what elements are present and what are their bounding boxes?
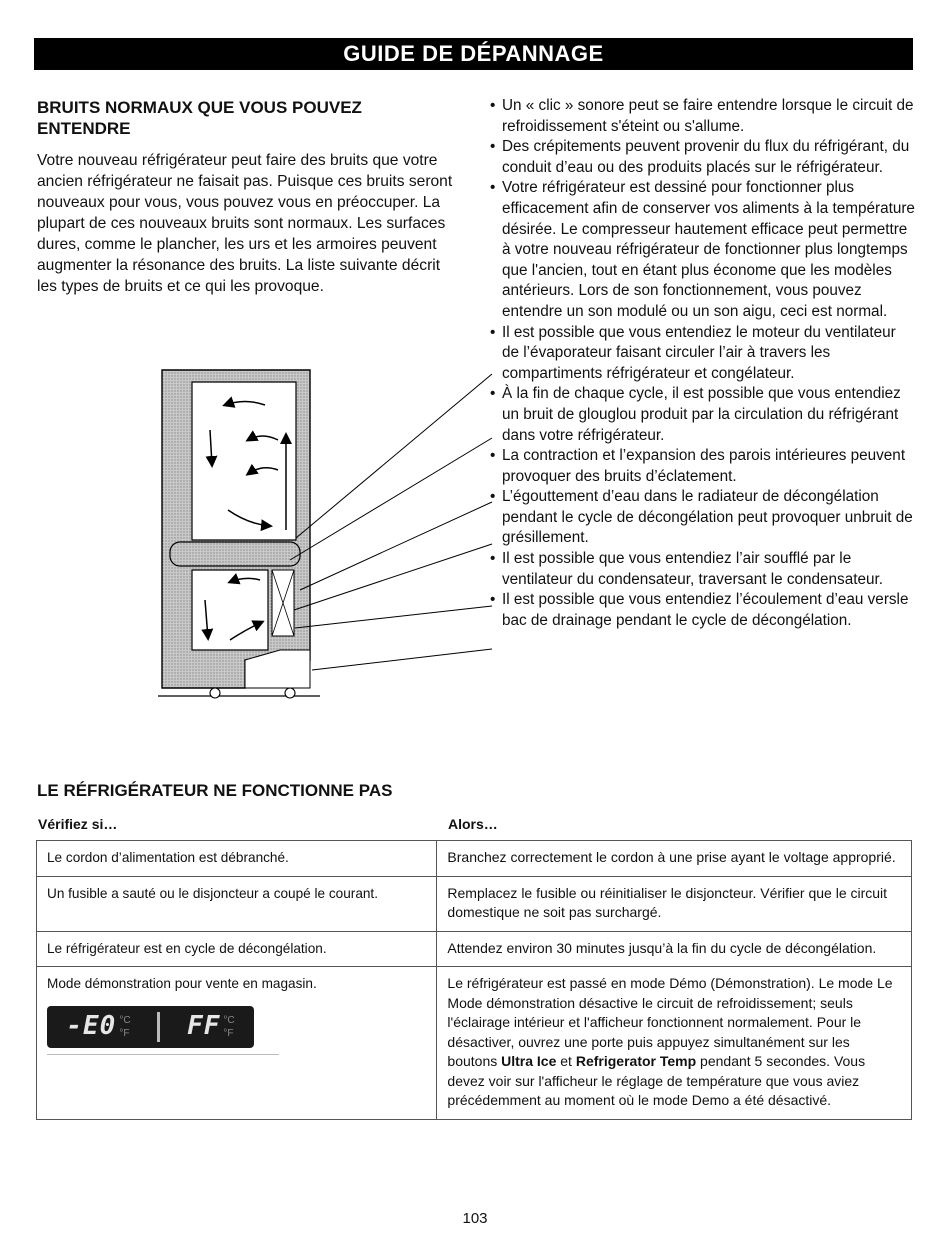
intro-paragraph: Votre nouveau réfrigérateur peut faire des bruits que votre ancien réfrigérateur ne faisait pas. Puisque ces bruits seront nouveaux pour vous, vous pouvez vous en préoccuper. La plupart de ces nouveaux bruits sont normaux. Les surfaces dures, comme le plancher, les urs et les armoires peuvent augmenter la résonance des bruits. La liste suivante décrit les types de bruits et ce qui les provoque. bbox=[37, 152, 453, 295]
button-name-ultra-ice: Ultra Ice bbox=[501, 1053, 557, 1069]
leader-line bbox=[294, 544, 492, 610]
unit-celsius: °C bbox=[223, 1014, 235, 1026]
table-row bbox=[37, 931, 912, 967]
page-number: 103 bbox=[462, 1210, 488, 1227]
leader-line bbox=[300, 502, 492, 590]
table-cell-then: Attendez environ 30 minutes jusqu’à la fin du cycle de décongélation. bbox=[437, 931, 912, 967]
table-cell-then: Branchez correctement le cordon à une prise ayant le voltage approprié. bbox=[437, 841, 912, 877]
leader-line bbox=[312, 649, 492, 670]
list-item: • Il est possible que vous entendiez le moteur du ventilateur de l’évaporateur faisant circuler l’air à travers les compartiments réfrigérateur et congélateur. bbox=[490, 323, 915, 385]
page-banner: GUIDE DE DÉPANNAGE bbox=[34, 38, 913, 70]
troubleshooting-table bbox=[36, 840, 912, 1120]
table-cell-check: Un fusible a sauté ou le disjoncteur a coupé le courant. bbox=[37, 876, 437, 931]
list-item: • La contraction et l’expansion des parois intérieures peuvent provoquer des bruits d’éclatement. bbox=[490, 446, 915, 487]
display-separator bbox=[157, 1012, 160, 1042]
table-row bbox=[37, 967, 912, 1120]
section-heading-not-working: LE RÉFRIGÉRATEUR NE FONCTIONNE PAS bbox=[37, 781, 393, 800]
divider bbox=[47, 1054, 279, 1055]
table-row bbox=[37, 841, 912, 877]
unit-fahrenheit: °F bbox=[223, 1027, 234, 1039]
display-left-group bbox=[66, 1010, 131, 1041]
table-cell-check bbox=[37, 967, 437, 1120]
column-header-then: Alors… bbox=[448, 816, 498, 832]
noise-list bbox=[490, 96, 915, 631]
table-cell-check: Le réfrigérateur est en cycle de décongélation. bbox=[37, 931, 437, 967]
list-item: • Il est possible que vous entendiez l’air soufflé par le ventilateur du condensateur, traversant le condensateur. bbox=[490, 549, 915, 590]
button-name-refrigerator-temp: Refrigerator Temp bbox=[575, 1053, 697, 1069]
table-cell-then bbox=[437, 967, 912, 1120]
roller-icon bbox=[285, 688, 295, 698]
demo-text-2: et bbox=[556, 1053, 576, 1069]
display-right-group bbox=[187, 1010, 235, 1041]
refrigerator-airflow-diagram bbox=[150, 360, 510, 710]
list-item: • Il est possible que vous entendiez l’écoulement d’eau versle bac de drainage pendant le cycle de décongélation. bbox=[490, 590, 915, 631]
leader-line bbox=[290, 438, 492, 560]
demo-text-1: Le réfrigérateur est passé en mode Démo (Démonstration). Le mode Le Mode démonstration désactive le circuit de refroidissement; seuls l'éclairage intérieur et l'afficheur fonctionnent normalement. Pour le désactiver, ouvrez une porte puis appuyez simultanément sur les boutons bbox=[447, 975, 893, 1069]
unit-celsius: °C bbox=[119, 1014, 131, 1026]
demo-text-3: pendant 5 secondes. Vous devez voir sur l'afficheur le réglage de température que vous aviez précédemment au moment où le mode Demo a été désactivé. bbox=[447, 1053, 866, 1108]
leader-line bbox=[295, 606, 492, 628]
list-item: • Un « clic » sonore peut se faire entendre lorsque le circuit de refroidissement s'éteint ou s'allume. bbox=[490, 96, 915, 137]
roller-icon bbox=[210, 688, 220, 698]
list-item: • Des crépitements peuvent provenir du flux du réfrigérant, du conduit d’eau ou des produits placés sur le réfrigérateur. bbox=[490, 137, 915, 178]
list-item: • Votre réfrigérateur est dessiné pour fonctionner plus efficacement afin de conserver vos aliments à la température désirée. Le compresseur hautement efficace peut permettre à votre nouveau réfrigérateur de fonctionner plus longtemps que l'ancien, tout en étant plus économe que les modèles antérieurs. Lors de son fonctionnement, vous pouvez entendre un son modulé ou un son aigu, ceci est normal. bbox=[490, 178, 915, 322]
table-row bbox=[37, 876, 912, 931]
demo-mode-label: Mode démonstration pour vente en magasin. bbox=[47, 976, 317, 991]
demo-display bbox=[47, 1006, 254, 1048]
unit-fahrenheit: °F bbox=[119, 1027, 130, 1039]
display-left-units bbox=[119, 1014, 130, 1040]
heading-line-2: ENTENDRE bbox=[37, 119, 131, 138]
heading-line-1: BRUITS NORMAUX QUE VOUS POUVEZ bbox=[37, 98, 362, 117]
table-cell-check: Le cordon d’alimentation est débranché. bbox=[37, 841, 437, 877]
list-item: • L’égouttement d’eau dans le radiateur de décongélation pendant le cycle de décongélation peut provoquer unbruit de grésillement. bbox=[490, 487, 915, 549]
display-right-digits: FF bbox=[187, 1010, 221, 1041]
section-heading-noises bbox=[37, 97, 362, 139]
list-item: • À la fin de chaque cycle, il est possible que vous entendiez un bruit de glouglou produit par la circulation du réfrigérant dans votre réfrigérateur. bbox=[490, 384, 915, 446]
compartment-divider bbox=[170, 542, 300, 566]
table-cell-then: Remplacez le fusible ou réinitialiser le disjoncteur. Vérifier que le circuit domestique ne soit pas surchargé. bbox=[437, 876, 912, 931]
display-right-units bbox=[223, 1014, 234, 1040]
column-header-check: Vérifiez si… bbox=[38, 816, 118, 832]
fresh-food-compartment bbox=[192, 382, 296, 540]
display-left-digits: -E0 bbox=[66, 1010, 117, 1041]
